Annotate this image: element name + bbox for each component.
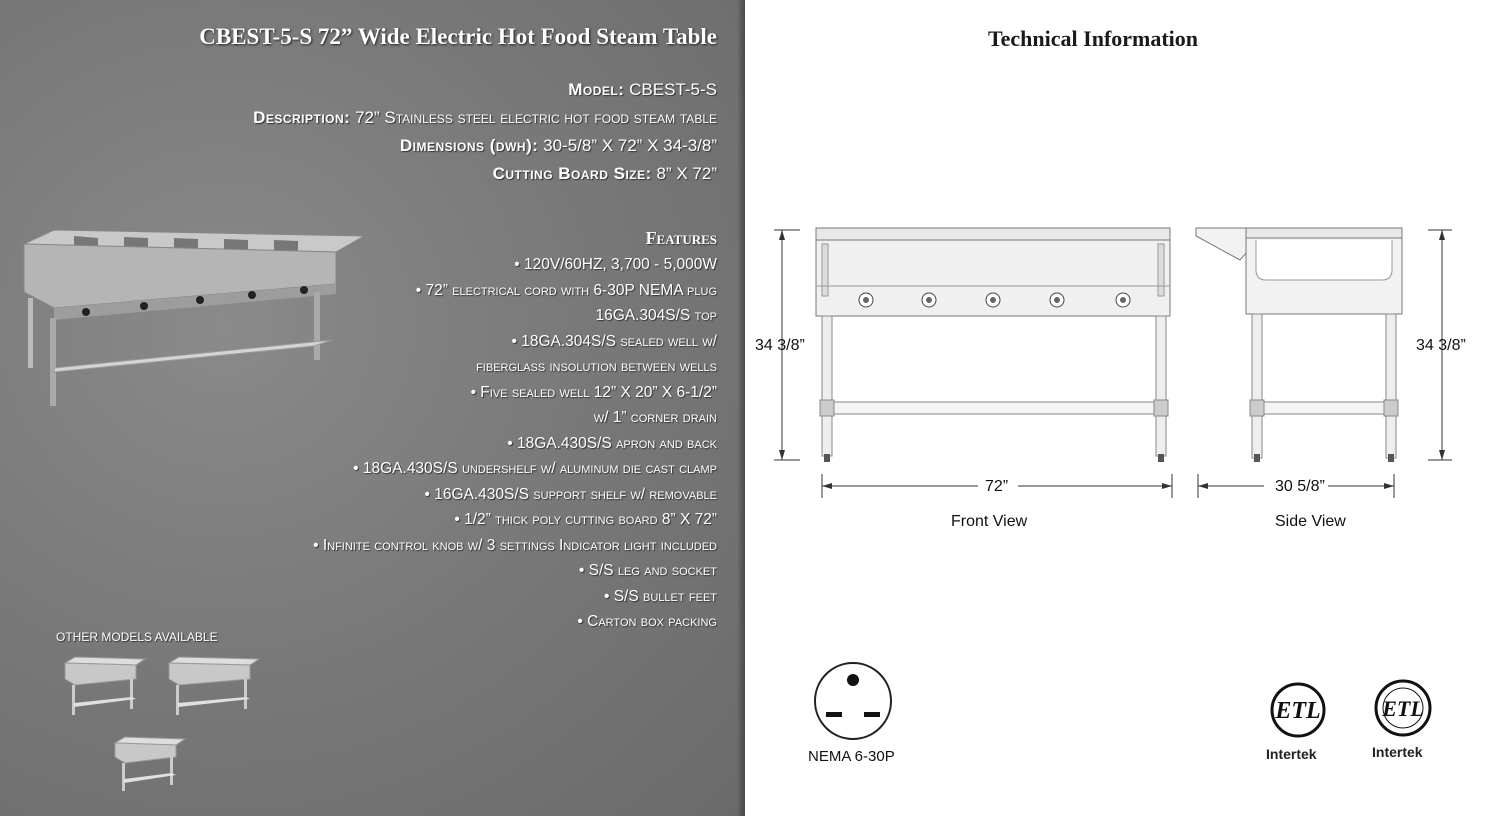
etl-sanitation-icon [1368, 678, 1438, 738]
feature-item: • 1/2” thick poly cutting board 8” X 72” [454, 511, 717, 528]
etl-mark: ETL [1382, 696, 1424, 721]
front-height-dimension: 34 3/8” [755, 337, 805, 354]
nema-plug-icon [812, 660, 894, 742]
feature-item: • 120V/60HZ, 3,700 - 5,000W [514, 256, 717, 273]
features-title: Features [645, 228, 717, 248]
product-title: CBEST-5-S 72” Wide Electric Hot Food Steam Table [199, 24, 717, 49]
intertek-label-1: Intertek [1266, 746, 1317, 762]
spec-value: 30-5/8” X 72” X 34-3/8” [543, 136, 717, 155]
other-models-label: OTHER MODELS AVAILABLE [56, 630, 218, 644]
steam-table-product-image [14, 222, 364, 412]
front-view-label: Front View [951, 513, 1028, 530]
spec-label: Model: [568, 80, 625, 99]
feature-item: fiberglass insolution between wells [476, 358, 717, 375]
spec-description [253, 108, 717, 128]
front-view-drawing [760, 220, 1180, 480]
spec-model [568, 80, 717, 100]
spec-cutting-board [493, 164, 717, 184]
side-view-label: Side View [1275, 513, 1346, 530]
etl-listed-us-icon [1258, 680, 1346, 740]
nema-label: NEMA 6-30P [808, 748, 895, 765]
features-list [313, 252, 717, 635]
feature-item: • 18GA.430S/S undershelf w/ aluminum die cast clamp [353, 460, 717, 477]
side-width-dimension: 30 5/8” [1275, 478, 1325, 495]
feature-item: • 16GA.430S/S support shelf w/ removable [424, 485, 717, 503]
feature-item: • S/S leg and socket [578, 562, 717, 579]
feature-item: 16GA.304S/S top [595, 307, 717, 324]
spec-label: Cutting Board Size: [492, 164, 652, 183]
technical-information-title: Technical Information [988, 26, 1199, 51]
thumbnail-2-well[interactable] [110, 735, 190, 795]
spec-value: 72” Stainless steel electric hot food steam table [355, 108, 717, 127]
feature-item: • Carton box packing [577, 613, 717, 630]
spec-label: Dimensions (dwh): [399, 136, 539, 155]
intertek-label-2: Intertek [1372, 744, 1423, 760]
side-height-dimension: 34 3/8” [1416, 337, 1466, 354]
feature-item: • 18GA.430S/S apron and back [507, 434, 717, 452]
front-width-dimension: 72” [985, 478, 1009, 495]
feature-item: • S/S bullet feet [603, 587, 717, 605]
spec-label: Description: [253, 108, 351, 127]
feature-item: • Infinite control knob w/ 3 settings Indicator light included [313, 536, 717, 554]
spec-value: 8” X 72” [656, 164, 717, 183]
thumbnail-3-well[interactable] [60, 655, 150, 720]
feature-item: w/ 1” corner drain [593, 409, 717, 426]
spec-value: CBEST-5-S [629, 80, 717, 99]
feature-item: • 72” electrical cord with 6-30P NEMA plug [415, 281, 717, 299]
feature-item: • 18GA.304S/S sealed well w/ [511, 332, 717, 350]
thumbnail-4-well[interactable] [164, 655, 264, 720]
feature-item: • Five sealed well 12” X 20” X 6-1/2” [470, 383, 717, 401]
etl-mark: ETL [1275, 698, 1321, 724]
spec-dimensions [400, 136, 717, 156]
